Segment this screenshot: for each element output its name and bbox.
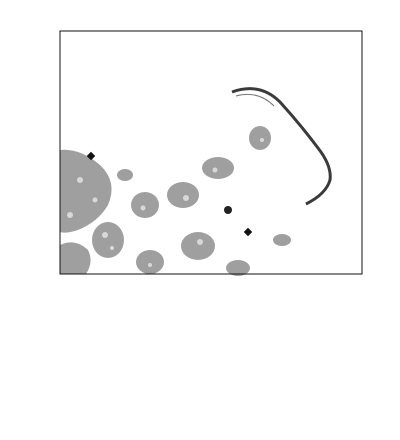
acropora-reef-spot bbox=[224, 206, 232, 214]
scale-bar-graphic bbox=[0, 295, 400, 325]
